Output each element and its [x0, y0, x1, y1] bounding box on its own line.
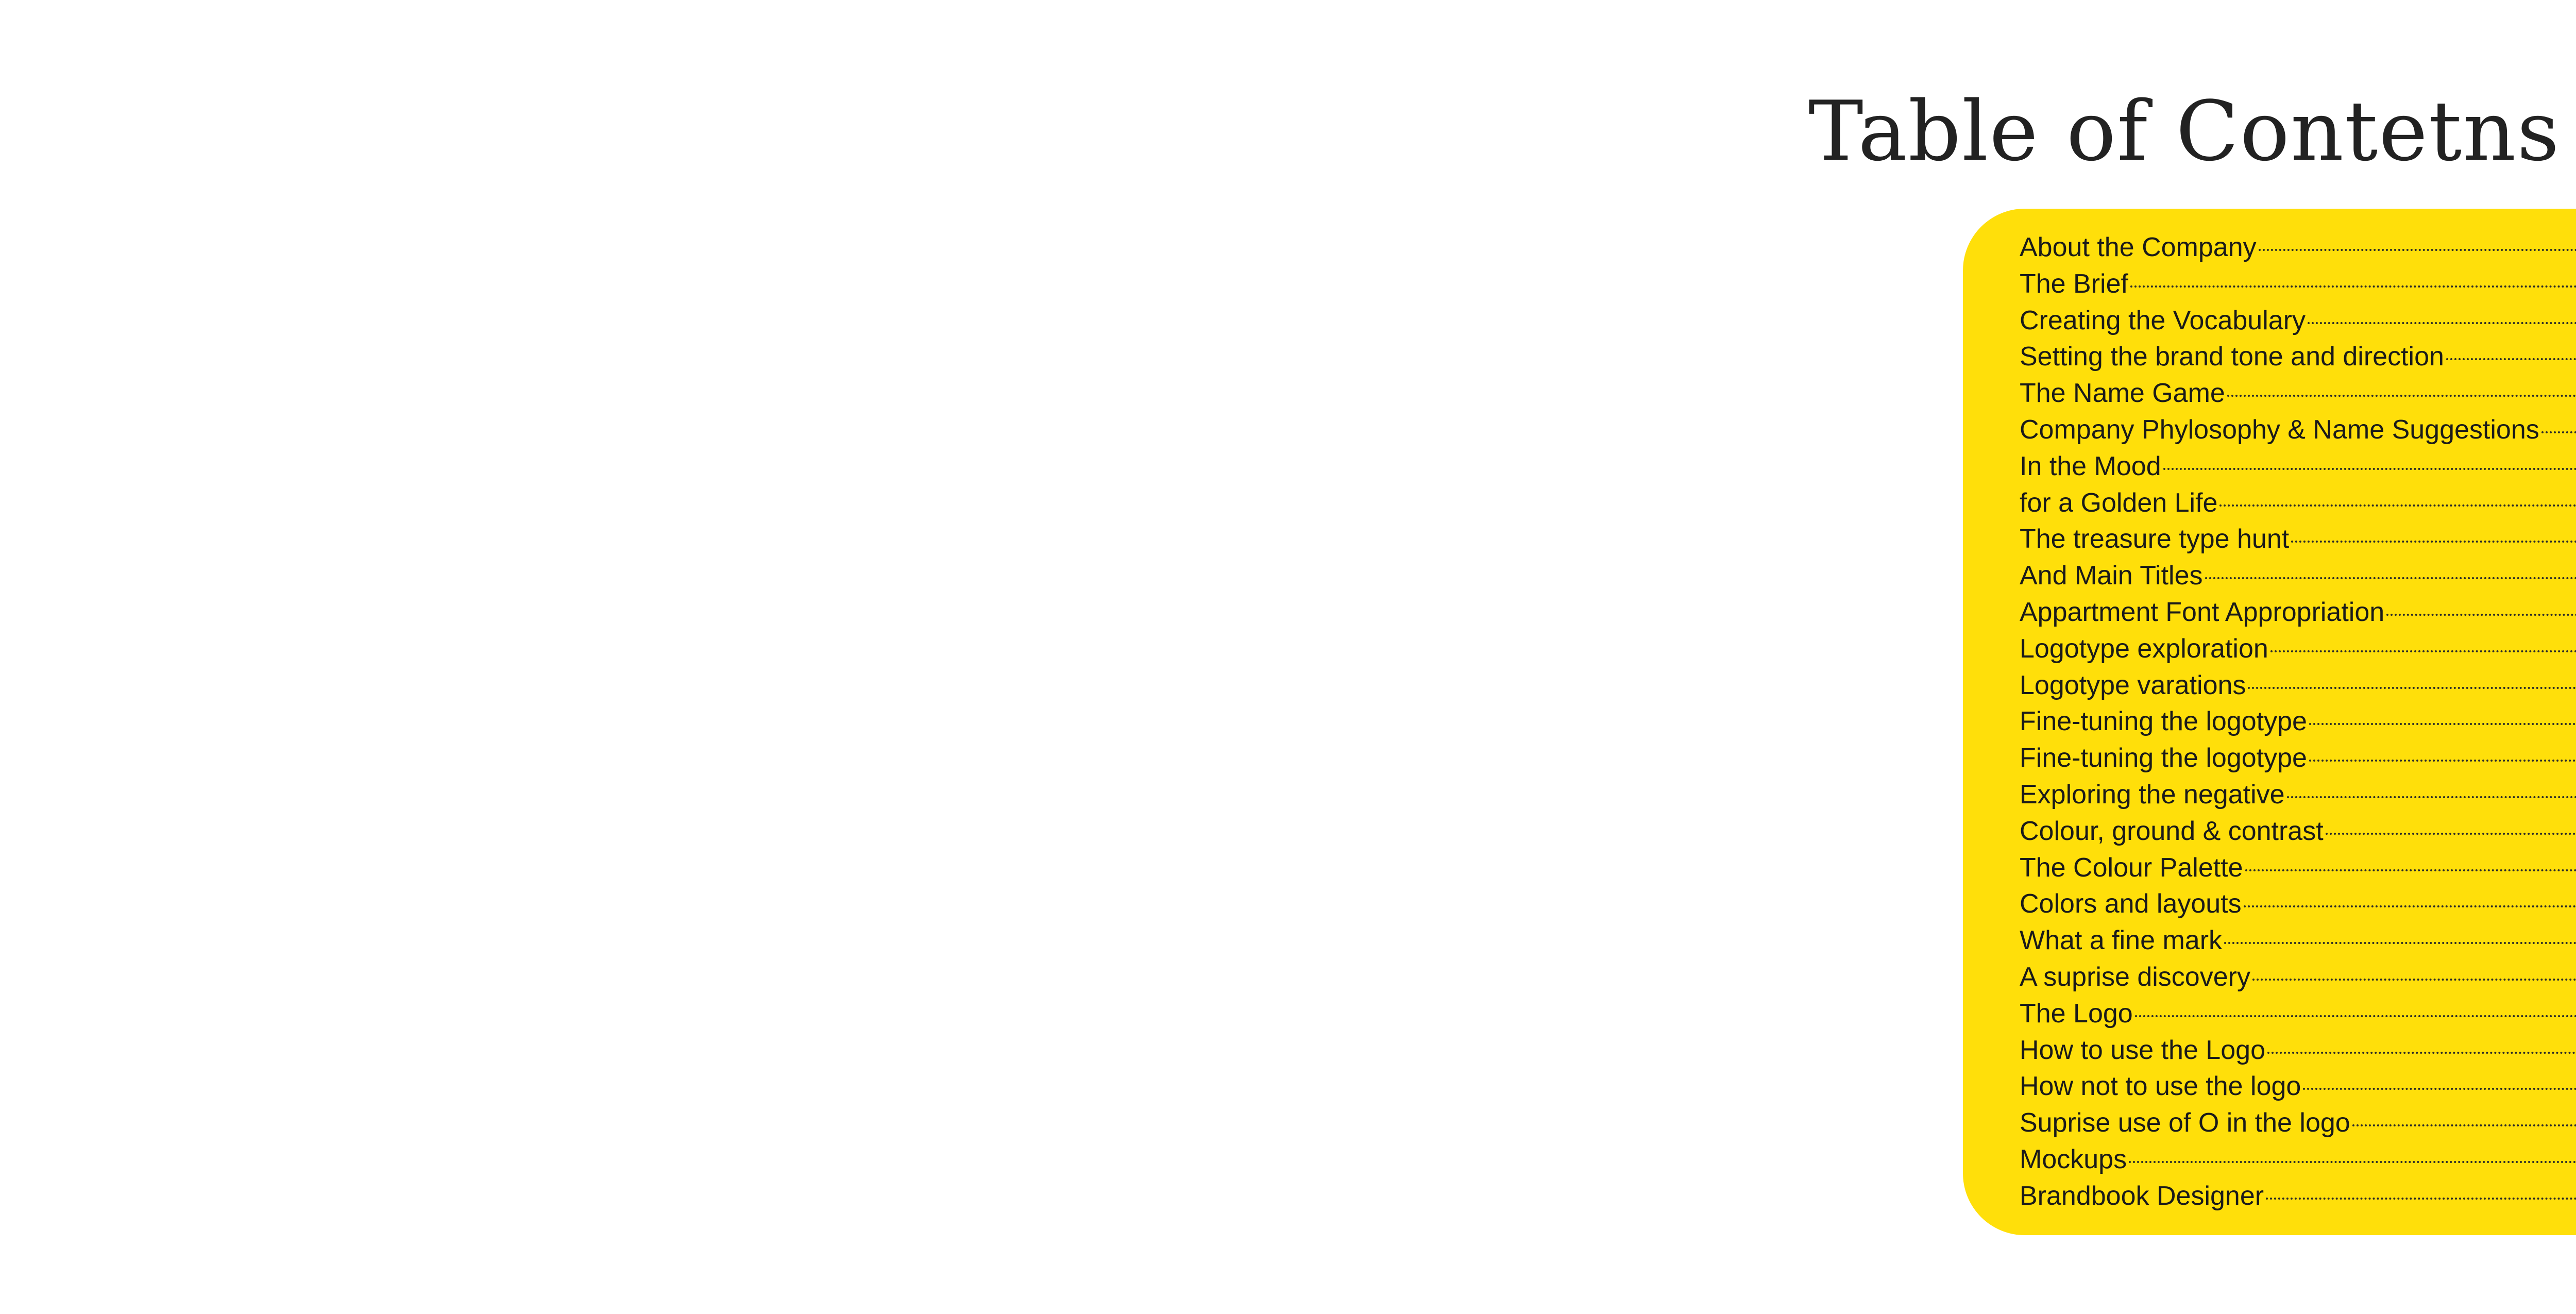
toc-dot-leader — [2224, 942, 2576, 944]
toc-dot-leader — [2309, 760, 2576, 762]
toc-entry — [2020, 412, 2576, 448]
toc-entry — [2020, 521, 2576, 558]
toc-dot-leader — [2205, 577, 2576, 579]
toc-entry — [2020, 485, 2576, 521]
toc-entry — [2020, 1141, 2576, 1178]
toc-entry — [2020, 1068, 2576, 1105]
page-title: Table of Contetns — [1808, 83, 2561, 179]
toc-entry-title: Suprise use of O in the logo — [2020, 1108, 2350, 1138]
toc-entry-title: What a fine mark — [2020, 925, 2223, 956]
toc-dot-leader — [2219, 504, 2576, 507]
toc-dot-leader — [2163, 468, 2576, 470]
toc-dot-leader — [2245, 869, 2576, 871]
toc-entry-title: Fine-tuning the logotype — [2020, 706, 2307, 737]
toc-dot-leader — [2291, 541, 2576, 543]
toc-entry-title: In the Mood — [2020, 451, 2161, 481]
toc-entry — [2020, 740, 2576, 777]
toc-dot-leader — [2135, 1015, 2576, 1017]
toc-entry — [2020, 850, 2576, 886]
toc-entry-title: And Main Titles — [2020, 561, 2203, 591]
toc-entry — [2020, 813, 2576, 850]
toc-entry — [2020, 886, 2576, 922]
toc-dot-leader — [2267, 1052, 2576, 1054]
toc-dot-leader — [2303, 1088, 2576, 1090]
toc-dot-leader — [2446, 358, 2576, 360]
toc-entry-title: Colour, ground & contrast — [2020, 816, 2324, 846]
toc-entry-title: Fine-tuning the logotype — [2020, 743, 2307, 773]
toc-entry — [2020, 703, 2576, 740]
toc-entry-title: Logotype exploration — [2020, 633, 2268, 664]
toc-entry — [2020, 302, 2576, 339]
toc-entry — [2020, 339, 2576, 375]
toc-dot-leader — [2287, 796, 2576, 798]
toc-entry — [2020, 1105, 2576, 1141]
toc-dot-leader — [2266, 1198, 2576, 1200]
toc-dot-leader — [2248, 687, 2576, 689]
toc-entry-title: Mockups — [2020, 1144, 2127, 1174]
toc-entry-title: How to use the Logo — [2020, 1035, 2265, 1065]
toc-entry-title: Setting the brand tone and direction — [2020, 342, 2444, 372]
toc-entry-title: The Name Game — [2020, 378, 2225, 409]
toc-entry-title: The Logo — [2020, 998, 2133, 1029]
toc-entry — [2020, 1032, 2576, 1069]
toc-entry — [2020, 922, 2576, 959]
toc-entry — [2020, 594, 2576, 631]
toc-entry — [2020, 996, 2576, 1032]
toc-entry-title: How not to use the logo — [2020, 1071, 2301, 1102]
toc-list — [2020, 229, 2576, 1215]
toc-entry — [2020, 1178, 2576, 1215]
toc-box — [1963, 209, 2576, 1235]
toc-entry — [2020, 959, 2576, 996]
toc-entry — [2020, 229, 2576, 266]
toc-dot-leader — [2386, 614, 2576, 616]
toc-entry-title: The treasure type hunt — [2020, 524, 2290, 554]
toc-dot-leader — [2244, 905, 2576, 907]
toc-entry-title: Appartment Font Appropriation — [2020, 597, 2385, 627]
toc-entry-title: Exploring the negative — [2020, 779, 2285, 810]
toc-dot-leader — [2309, 723, 2576, 725]
toc-dot-leader — [2541, 431, 2576, 433]
toc-entry — [2020, 558, 2576, 594]
toc-entry-title: Company Phylosophy & Name Suggestions — [2020, 414, 2539, 445]
toc-dot-leader — [2352, 1124, 2576, 1126]
toc-dot-leader — [2227, 395, 2576, 397]
toc-dot-leader — [2130, 285, 2576, 288]
toc-dot-leader — [2129, 1161, 2576, 1163]
toc-dot-leader — [2326, 833, 2576, 835]
toc-dot-leader — [2259, 249, 2576, 251]
toc-entry — [2020, 375, 2576, 412]
toc-dot-leader — [2308, 322, 2576, 324]
toc-entry-title: Logotype varations — [2020, 670, 2246, 700]
toc-entry — [2020, 631, 2576, 667]
toc-entry-title: Creating the Vocabulary — [2020, 305, 2306, 335]
toc-entry-title: for a Golden Life — [2020, 487, 2218, 518]
toc-entry-title: The Colour Palette — [2020, 852, 2243, 883]
toc-dot-leader — [2270, 650, 2576, 652]
toc-entry — [2020, 777, 2576, 813]
toc-entry-title: Colors and layouts — [2020, 889, 2242, 919]
toc-entry — [2020, 667, 2576, 704]
toc-entry — [2020, 448, 2576, 485]
toc-entry — [2020, 266, 2576, 302]
toc-entry-title: About the Company — [2020, 232, 2257, 262]
toc-dot-leader — [2252, 979, 2576, 981]
toc-entry-title: The Brief — [2020, 268, 2128, 299]
toc-entry-title: A suprise discovery — [2020, 962, 2250, 992]
toc-entry-title: Brandbook Designer — [2020, 1181, 2264, 1211]
